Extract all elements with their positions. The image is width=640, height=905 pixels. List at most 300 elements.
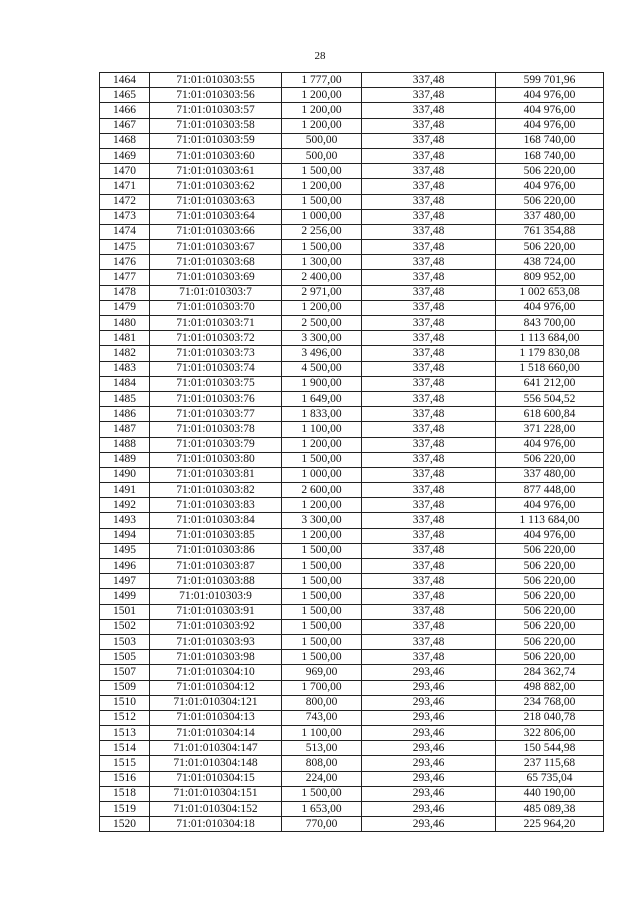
specific-value-cell: 337,48: [362, 316, 496, 331]
row-number-cell: 1503: [100, 634, 150, 649]
specific-value-cell: 337,48: [362, 73, 496, 88]
row-number-cell: 1471: [100, 179, 150, 194]
cadastral-value-cell: 1 518 660,00: [496, 361, 604, 376]
area-cell: 1 500,00: [282, 574, 362, 589]
cadastral-number-cell: 71:01:010303:55: [150, 73, 282, 88]
area-cell: 1 500,00: [282, 452, 362, 467]
area-cell: 1 500,00: [282, 543, 362, 558]
cadastral-number-cell: 71:01:010303:79: [150, 437, 282, 452]
specific-value-cell: 293,46: [362, 710, 496, 725]
table-row: [100, 437, 604, 452]
specific-value-cell: 337,48: [362, 270, 496, 285]
specific-value-cell: 337,48: [362, 619, 496, 634]
area-cell: 1 300,00: [282, 255, 362, 270]
area-cell: 500,00: [282, 133, 362, 148]
specific-value-cell: 293,46: [362, 802, 496, 817]
specific-value-cell: 337,48: [362, 88, 496, 103]
row-number-cell: 1481: [100, 331, 150, 346]
cadastral-value-cell: 337 480,00: [496, 209, 604, 224]
area-cell: 1 649,00: [282, 391, 362, 406]
cadastral-value-cell: 1 002 653,08: [496, 285, 604, 300]
cadastral-value-cell: 337 480,00: [496, 467, 604, 482]
cadastral-number-cell: 71:01:010303:76: [150, 391, 282, 406]
table-row: [100, 574, 604, 589]
table-row: [100, 786, 604, 801]
area-cell: 800,00: [282, 695, 362, 710]
cadastral-value-cell: 506 220,00: [496, 194, 604, 209]
table-row: [100, 331, 604, 346]
specific-value-cell: 337,48: [362, 559, 496, 574]
area-cell: 2 600,00: [282, 483, 362, 498]
cadastral-number-cell: 71:01:010303:92: [150, 619, 282, 634]
area-cell: 1 500,00: [282, 634, 362, 649]
cadastral-value-cell: 404 976,00: [496, 179, 604, 194]
row-number-cell: 1464: [100, 73, 150, 88]
table-row: [100, 118, 604, 133]
specific-value-cell: 337,48: [362, 589, 496, 604]
table-row: [100, 361, 604, 376]
table-row: [100, 194, 604, 209]
area-cell: 1 900,00: [282, 376, 362, 391]
cadastral-number-cell: 71:01:010303:7: [150, 285, 282, 300]
cadastral-number-cell: 71:01:010304:152: [150, 802, 282, 817]
row-number-cell: 1487: [100, 422, 150, 437]
cadastral-number-cell: 71:01:010304:151: [150, 786, 282, 801]
cadastral-number-cell: 71:01:010303:60: [150, 148, 282, 163]
specific-value-cell: 337,48: [362, 300, 496, 315]
area-cell: 1 200,00: [282, 498, 362, 513]
cadastral-value-cell: 506 220,00: [496, 559, 604, 574]
area-cell: 2 400,00: [282, 270, 362, 285]
cadastral-number-cell: 71:01:010303:61: [150, 164, 282, 179]
specific-value-cell: 337,48: [362, 179, 496, 194]
specific-value-cell: 337,48: [362, 118, 496, 133]
row-number-cell: 1494: [100, 528, 150, 543]
specific-value-cell: 337,48: [362, 194, 496, 209]
cadastral-value-cell: 404 976,00: [496, 118, 604, 133]
row-number-cell: 1483: [100, 361, 150, 376]
table-row: [100, 391, 604, 406]
specific-value-cell: 337,48: [362, 483, 496, 498]
cadastral-number-cell: 71:01:010303:73: [150, 346, 282, 361]
row-number-cell: 1512: [100, 710, 150, 725]
specific-value-cell: 337,48: [362, 285, 496, 300]
table-row: [100, 604, 604, 619]
cadastral-number-cell: 71:01:010303:9: [150, 589, 282, 604]
specific-value-cell: 293,46: [362, 741, 496, 756]
specific-value-cell: 293,46: [362, 817, 496, 832]
table-row: [100, 559, 604, 574]
area-cell: 500,00: [282, 148, 362, 163]
row-number-cell: 1469: [100, 148, 150, 163]
area-cell: 1 500,00: [282, 604, 362, 619]
table-body: [100, 73, 604, 832]
area-cell: 3 300,00: [282, 513, 362, 528]
specific-value-cell: 337,48: [362, 422, 496, 437]
table-row: [100, 467, 604, 482]
cadastral-number-cell: 71:01:010304:13: [150, 710, 282, 725]
cadastral-number-cell: 71:01:010304:147: [150, 741, 282, 756]
table-row: [100, 710, 604, 725]
row-number-cell: 1520: [100, 817, 150, 832]
table-row: [100, 695, 604, 710]
area-cell: 1 100,00: [282, 726, 362, 741]
cadastral-value-cell: 150 544,98: [496, 741, 604, 756]
cadastral-value-cell: 641 212,00: [496, 376, 604, 391]
specific-value-cell: 293,46: [362, 786, 496, 801]
cadastral-value-cell: 1 113 684,00: [496, 513, 604, 528]
table-row: [100, 376, 604, 391]
cadastral-value-cell: 218 040,78: [496, 710, 604, 725]
table-row: [100, 498, 604, 513]
table-row: [100, 255, 604, 270]
specific-value-cell: 337,48: [362, 361, 496, 376]
cadastral-value-cell: 168 740,00: [496, 133, 604, 148]
area-cell: 1 200,00: [282, 437, 362, 452]
table-row: [100, 88, 604, 103]
specific-value-cell: 337,48: [362, 209, 496, 224]
specific-value-cell: 337,48: [362, 376, 496, 391]
cadastral-number-cell: 71:01:010303:64: [150, 209, 282, 224]
area-cell: 1 200,00: [282, 179, 362, 194]
area-cell: 1 500,00: [282, 164, 362, 179]
table-row: [100, 73, 604, 88]
cadastral-number-cell: 71:01:010303:85: [150, 528, 282, 543]
area-cell: 770,00: [282, 817, 362, 832]
row-number-cell: 1472: [100, 194, 150, 209]
area-cell: 2 256,00: [282, 224, 362, 239]
row-number-cell: 1505: [100, 650, 150, 665]
table-row: [100, 528, 604, 543]
cadastral-number-cell: 71:01:010303:80: [150, 452, 282, 467]
cadastral-value-cell: 234 768,00: [496, 695, 604, 710]
cadastral-number-cell: 71:01:010304:14: [150, 726, 282, 741]
table-row: [100, 771, 604, 786]
row-number-cell: 1493: [100, 513, 150, 528]
cadastral-value-cell: 618 600,84: [496, 407, 604, 422]
cadastral-number-cell: 71:01:010303:57: [150, 103, 282, 118]
table-row: [100, 756, 604, 771]
area-cell: 1 200,00: [282, 300, 362, 315]
cadastral-number-cell: 71:01:010303:56: [150, 88, 282, 103]
cadastral-value-cell: 404 976,00: [496, 437, 604, 452]
table-row: [100, 133, 604, 148]
cadastral-number-cell: 71:01:010303:87: [150, 559, 282, 574]
area-cell: 1 500,00: [282, 786, 362, 801]
cadastral-number-cell: 71:01:010303:86: [150, 543, 282, 558]
specific-value-cell: 337,48: [362, 148, 496, 163]
cadastral-value-cell: 506 220,00: [496, 452, 604, 467]
specific-value-cell: 293,46: [362, 680, 496, 695]
table-row: [100, 422, 604, 437]
table-row: [100, 513, 604, 528]
table-row: [100, 103, 604, 118]
cadastral-value-cell: 438 724,00: [496, 255, 604, 270]
table-row: [100, 224, 604, 239]
page-number: 28: [314, 50, 326, 62]
area-cell: 1 200,00: [282, 88, 362, 103]
row-number-cell: 1473: [100, 209, 150, 224]
row-number-cell: 1474: [100, 224, 150, 239]
cadastral-value-cell: 225 964,20: [496, 817, 604, 832]
specific-value-cell: 337,48: [362, 407, 496, 422]
cadastral-number-cell: 71:01:010303:72: [150, 331, 282, 346]
table-row: [100, 741, 604, 756]
area-cell: 1 200,00: [282, 118, 362, 133]
cadastral-value-cell: 485 089,38: [496, 802, 604, 817]
specific-value-cell: 337,48: [362, 634, 496, 649]
cadastral-number-cell: 71:01:010303:63: [150, 194, 282, 209]
row-number-cell: 1465: [100, 88, 150, 103]
specific-value-cell: 337,48: [362, 467, 496, 482]
row-number-cell: 1502: [100, 619, 150, 634]
specific-value-cell: 337,48: [362, 133, 496, 148]
cadastral-value-cell: 809 952,00: [496, 270, 604, 285]
row-number-cell: 1478: [100, 285, 150, 300]
area-cell: 1 500,00: [282, 650, 362, 665]
cadastral-number-cell: 71:01:010304:18: [150, 817, 282, 832]
cadastral-number-cell: 71:01:010303:93: [150, 634, 282, 649]
area-cell: 1 200,00: [282, 103, 362, 118]
area-cell: 1 500,00: [282, 559, 362, 574]
cadastral-value-cell: 506 220,00: [496, 240, 604, 255]
table-row: [100, 209, 604, 224]
specific-value-cell: 337,48: [362, 543, 496, 558]
cadastral-number-cell: 71:01:010304:15: [150, 771, 282, 786]
cadastral-value-cell: 506 220,00: [496, 634, 604, 649]
specific-value-cell: 293,46: [362, 771, 496, 786]
row-number-cell: 1486: [100, 407, 150, 422]
area-cell: 1 000,00: [282, 209, 362, 224]
specific-value-cell: 337,48: [362, 224, 496, 239]
cadastral-number-cell: 71:01:010304:121: [150, 695, 282, 710]
row-number-cell: 1480: [100, 316, 150, 331]
cadastral-number-cell: 71:01:010304:148: [150, 756, 282, 771]
specific-value-cell: 337,48: [362, 255, 496, 270]
table-row: [100, 452, 604, 467]
cadastral-number-cell: 71:01:010303:70: [150, 300, 282, 315]
table-row: [100, 164, 604, 179]
table-row: [100, 543, 604, 558]
cadastral-value-cell: 506 220,00: [496, 543, 604, 558]
table-row: [100, 802, 604, 817]
cadastral-value-cell: 371 228,00: [496, 422, 604, 437]
cadastral-value-cell: 404 976,00: [496, 528, 604, 543]
row-number-cell: 1497: [100, 574, 150, 589]
area-cell: 1 653,00: [282, 802, 362, 817]
row-number-cell: 1477: [100, 270, 150, 285]
area-cell: 1 000,00: [282, 467, 362, 482]
table-row: [100, 270, 604, 285]
row-number-cell: 1466: [100, 103, 150, 118]
area-cell: 513,00: [282, 741, 362, 756]
area-cell: 3 300,00: [282, 331, 362, 346]
cadastral-number-cell: 71:01:010303:68: [150, 255, 282, 270]
cadastral-value-cell: 506 220,00: [496, 650, 604, 665]
row-number-cell: 1468: [100, 133, 150, 148]
table-row: [100, 285, 604, 300]
area-cell: 224,00: [282, 771, 362, 786]
area-cell: 3 496,00: [282, 346, 362, 361]
cadastral-number-cell: 71:01:010303:83: [150, 498, 282, 513]
row-number-cell: 1492: [100, 498, 150, 513]
specific-value-cell: 337,48: [362, 331, 496, 346]
area-cell: 808,00: [282, 756, 362, 771]
cadastral-value-cell: 761 354,88: [496, 224, 604, 239]
cadastral-value-cell: 65 735,04: [496, 771, 604, 786]
cadastral-value-cell: 237 115,68: [496, 756, 604, 771]
cadastral-number-cell: 71:01:010303:59: [150, 133, 282, 148]
cadastral-value-cell: 843 700,00: [496, 316, 604, 331]
cadastral-number-cell: 71:01:010303:88: [150, 574, 282, 589]
cadastral-number-cell: 71:01:010303:75: [150, 376, 282, 391]
cadastral-number-cell: 71:01:010304:12: [150, 680, 282, 695]
specific-value-cell: 337,48: [362, 574, 496, 589]
specific-value-cell: 337,48: [362, 437, 496, 452]
cadastral-value-cell: 498 882,00: [496, 680, 604, 695]
area-cell: 1 777,00: [282, 73, 362, 88]
area-cell: 1 833,00: [282, 407, 362, 422]
cadastral-number-cell: 71:01:010303:74: [150, 361, 282, 376]
area-cell: 2 500,00: [282, 316, 362, 331]
cadastral-value-cell: 556 504,52: [496, 391, 604, 406]
cadastral-number-cell: 71:01:010304:10: [150, 665, 282, 680]
cadastral-value-cell: 168 740,00: [496, 148, 604, 163]
row-number-cell: 1518: [100, 786, 150, 801]
row-number-cell: 1475: [100, 240, 150, 255]
specific-value-cell: 337,48: [362, 528, 496, 543]
cadastral-value-cell: 877 448,00: [496, 483, 604, 498]
row-number-cell: 1491: [100, 483, 150, 498]
row-number-cell: 1515: [100, 756, 150, 771]
row-number-cell: 1495: [100, 543, 150, 558]
specific-value-cell: 293,46: [362, 695, 496, 710]
row-number-cell: 1496: [100, 559, 150, 574]
row-number-cell: 1489: [100, 452, 150, 467]
area-cell: 1 700,00: [282, 680, 362, 695]
table-row: [100, 148, 604, 163]
specific-value-cell: 337,48: [362, 498, 496, 513]
row-number-cell: 1482: [100, 346, 150, 361]
row-number-cell: 1507: [100, 665, 150, 680]
row-number-cell: 1510: [100, 695, 150, 710]
cadastral-number-cell: 71:01:010303:71: [150, 316, 282, 331]
cadastral-value-cell: 506 220,00: [496, 619, 604, 634]
cadastral-number-cell: 71:01:010303:81: [150, 467, 282, 482]
cadastral-number-cell: 71:01:010303:78: [150, 422, 282, 437]
cadastral-value-table: [99, 72, 604, 832]
specific-value-cell: 337,48: [362, 103, 496, 118]
row-number-cell: 1470: [100, 164, 150, 179]
cadastral-value-cell: 284 362,74: [496, 665, 604, 680]
table-row: [100, 589, 604, 604]
specific-value-cell: 337,48: [362, 452, 496, 467]
table-row: [100, 407, 604, 422]
cadastral-number-cell: 71:01:010303:58: [150, 118, 282, 133]
row-number-cell: 1513: [100, 726, 150, 741]
cadastral-value-cell: 506 220,00: [496, 589, 604, 604]
row-number-cell: 1488: [100, 437, 150, 452]
cadastral-value-cell: 322 806,00: [496, 726, 604, 741]
table-row: [100, 346, 604, 361]
cadastral-value-cell: 404 976,00: [496, 103, 604, 118]
row-number-cell: 1514: [100, 741, 150, 756]
row-number-cell: 1499: [100, 589, 150, 604]
table-row: [100, 650, 604, 665]
row-number-cell: 1501: [100, 604, 150, 619]
area-cell: 4 500,00: [282, 361, 362, 376]
cadastral-value-cell: 404 976,00: [496, 300, 604, 315]
cadastral-value-cell: 404 976,00: [496, 88, 604, 103]
cadastral-number-cell: 71:01:010303:82: [150, 483, 282, 498]
cadastral-number-cell: 71:01:010303:69: [150, 270, 282, 285]
row-number-cell: 1467: [100, 118, 150, 133]
row-number-cell: 1479: [100, 300, 150, 315]
cadastral-value-cell: 1 113 684,00: [496, 331, 604, 346]
area-cell: 969,00: [282, 665, 362, 680]
table-row: [100, 300, 604, 315]
specific-value-cell: 337,48: [362, 164, 496, 179]
table-row: [100, 680, 604, 695]
row-number-cell: 1509: [100, 680, 150, 695]
area-cell: 743,00: [282, 710, 362, 725]
cadastral-number-cell: 71:01:010303:91: [150, 604, 282, 619]
row-number-cell: 1484: [100, 376, 150, 391]
cadastral-value-cell: 404 976,00: [496, 498, 604, 513]
specific-value-cell: 337,48: [362, 346, 496, 361]
area-cell: 1 500,00: [282, 619, 362, 634]
specific-value-cell: 337,48: [362, 391, 496, 406]
specific-value-cell: 337,48: [362, 650, 496, 665]
area-cell: 1 100,00: [282, 422, 362, 437]
table-row: [100, 179, 604, 194]
table-row: [100, 726, 604, 741]
table-row: [100, 240, 604, 255]
cadastral-value-cell: 440 190,00: [496, 786, 604, 801]
specific-value-cell: 293,46: [362, 726, 496, 741]
cadastral-number-cell: 71:01:010303:98: [150, 650, 282, 665]
table-row: [100, 817, 604, 832]
table-row: [100, 619, 604, 634]
area-cell: 2 971,00: [282, 285, 362, 300]
cadastral-value-cell: 599 701,96: [496, 73, 604, 88]
cadastral-value-cell: 506 220,00: [496, 574, 604, 589]
row-number-cell: 1485: [100, 391, 150, 406]
area-cell: 1 500,00: [282, 240, 362, 255]
table-row: [100, 634, 604, 649]
cadastral-number-cell: 71:01:010303:67: [150, 240, 282, 255]
cadastral-number-cell: 71:01:010303:77: [150, 407, 282, 422]
specific-value-cell: 293,46: [362, 756, 496, 771]
table-row: [100, 665, 604, 680]
cadastral-number-cell: 71:01:010303:62: [150, 179, 282, 194]
row-number-cell: 1516: [100, 771, 150, 786]
cadastral-value-cell: 506 220,00: [496, 164, 604, 179]
cadastral-value-cell: 506 220,00: [496, 604, 604, 619]
specific-value-cell: 337,48: [362, 240, 496, 255]
specific-value-cell: 337,48: [362, 604, 496, 619]
cadastral-number-cell: 71:01:010303:66: [150, 224, 282, 239]
row-number-cell: 1490: [100, 467, 150, 482]
cadastral-number-cell: 71:01:010303:84: [150, 513, 282, 528]
row-number-cell: 1476: [100, 255, 150, 270]
cadastral-value-cell: 1 179 830,08: [496, 346, 604, 361]
area-cell: 1 500,00: [282, 589, 362, 604]
area-cell: 1 500,00: [282, 194, 362, 209]
specific-value-cell: 337,48: [362, 513, 496, 528]
specific-value-cell: 293,46: [362, 665, 496, 680]
table-row: [100, 316, 604, 331]
